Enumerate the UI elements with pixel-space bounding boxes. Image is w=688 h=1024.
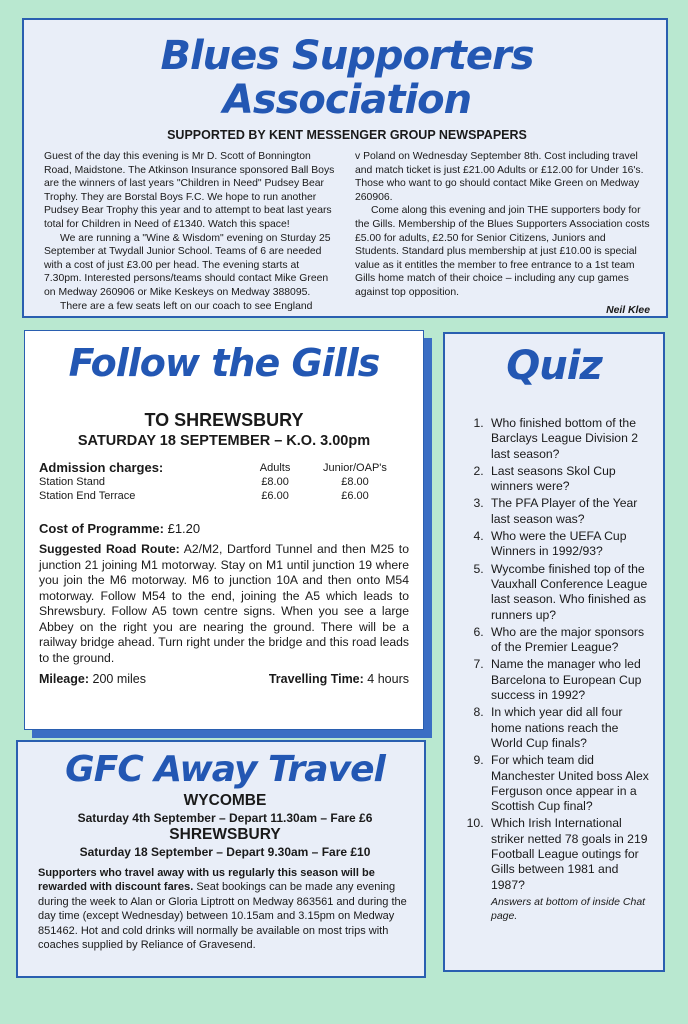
blues-title: Blues Supporters Association (160, 33, 534, 123)
programme-value: £1.20 (167, 521, 201, 536)
list-item: 5. Wycombe finished top of the Vauxhall Conference League last season. Who finished as runners up? (487, 562, 651, 623)
away-body (38, 866, 412, 952)
table-row (39, 475, 409, 489)
blues-supporters-panel (22, 18, 668, 318)
admission-col-junior: Junior/OAP's (323, 462, 387, 474)
away-body-text: Seat bookings can be made any evening during the week to Alan or Gloria Liptrott on Medway 863561 and during the day time (except Wednesday) between 10.15am and 3.15pm on Medway 851462. Hot and cold drinks will normally be available on most trips with coaches supplied by Reliance of Gravesend. (38, 881, 407, 952)
list-item: 4. Who were the UEFA Cup Winners in 1992/93? (487, 529, 651, 560)
blues-columns (44, 150, 650, 317)
list-item: 8. In which year did all four home nations reach the World Cup finals? (487, 705, 651, 751)
gills-footer (39, 672, 409, 686)
blues-column-right (355, 150, 650, 317)
blues-paragraph: We are running a "Wine & Wisdom" evening on Sturday 25 September at Twydall Junior School. Teams of 6 are needed with a cost of just £3.00 per head. The evening starts at 7.30pm. Interested persons/teams should contact Mike Green on Medway 260906 or Mike Keskeys on Medway 388095. (44, 232, 331, 298)
blues-subtitle: SUPPORTED BY KENT MESSENGER GROUP NEWSPAPERS (167, 128, 527, 142)
mileage-value: 200 miles (92, 672, 146, 686)
quiz-answers-note: Answers at bottom of inside Chat page. (491, 895, 646, 922)
admission-row-name: Station Stand (39, 476, 106, 488)
quiz-panel (443, 332, 665, 972)
road-route (39, 542, 409, 666)
follow-gills-panel (24, 330, 424, 730)
admission-header-row (39, 461, 409, 475)
list-item: 7. Name the manager who led Barcelona to European Cup success in 1992? (487, 657, 651, 703)
admission-col-adults: Adults (259, 462, 291, 474)
admission-row-adults: £6.00 (261, 490, 289, 502)
admission-table (39, 461, 409, 503)
time-value: 4 hours (367, 672, 409, 686)
admission-row-adults: £8.00 (261, 476, 289, 488)
list-item: 6. Who are the major sponsors of the Premier League? (487, 625, 651, 656)
blues-column-left (44, 150, 339, 317)
admission-label: Admission charges: (39, 460, 164, 475)
list-item: 1. Who finished bottom of the Barclays League Division 2 last season? (487, 416, 651, 462)
mileage-label: Mileage: (39, 672, 90, 686)
blues-signature: Neil Klee (606, 304, 650, 316)
mileage (39, 672, 146, 686)
blues-paragraph: v Poland on Wednesday September 8th. Cost including travel and match ticket is just £21.00 Adults or £12.00 for Under 16's. Those who want to go should contact Mike Green on Medway 260906. (355, 151, 644, 203)
admission-row-junior: £8.00 (341, 476, 369, 488)
quiz-title: Quiz (506, 343, 602, 389)
admission-row-junior: £6.00 (341, 490, 369, 502)
list-item: 9. For which team did Manchester United boss Alex Ferguson once appear in a Scottish Cup final? (487, 753, 651, 814)
blues-paragraph: Come along this evening and join THE supporters body for the Gills. Membership of the Blues Supporters Association costs £5.00 for adults, £2.50 for Senior Citizens, Juniors and Students. Standard plus membership at just £10.00 is special value as it entitles the member to free entrance to a 1st team Gills home match of their choice – including any cup games against top opposition. (355, 205, 650, 298)
travelling-time (269, 672, 409, 686)
blues-paragraph: There are a few seats left on our coach to see England (60, 300, 313, 312)
programme-cost (39, 521, 409, 536)
gills-destination: TO SHREWSBURY (144, 410, 304, 430)
time-label: Travelling Time: (268, 672, 364, 686)
admission-row-name: Station End Terrace (39, 490, 136, 502)
list-item: 3. The PFA Player of the Year last season was? (487, 496, 651, 527)
away-body-bold: Supporters who travel away with us regularly this season will be rewarded with discount fares. (38, 867, 375, 894)
blues-paragraph: Guest of the day this evening is Mr D. Scott of Bonnington Road, Maidstone. The Atkinson Insurance sponsored Ball Boys are the winners of last years "Children in Need" Pudsey Bear Trophy. They are Borstal Boys F.C. We hope to run another Pudsey Bear Trophy this year and to attempt to beat last years total for Children in Need of £1340. Watch this space! (44, 151, 335, 230)
trip-place: WYCOMBE (183, 792, 267, 809)
list-item: 2. Last seasons Skol Cup winners were? (487, 464, 651, 495)
table-row (39, 489, 409, 503)
programme-label: Cost of Programme: (39, 521, 164, 536)
trip-details: Saturday 18 September – Depart 9.30am – Fare £10 (79, 845, 371, 859)
gills-title: Follow the Gills (68, 341, 380, 385)
away-title: GFC Away Travel (65, 749, 385, 790)
route-text: A2/M2, Dartford Tunnel and then M25 to junction 21 joining M1 motorway. Stay on M1 until junction 19 where you join the M6 motorway. M6 to junction 10A and then onto M54 motorway. Follow M54 to the end, joining the A5 which leads to Shrewsbury. Follow A5 town centre signs. When you see a large Abbey on the right you are nearing the ground. There will be a railway bridge ahead. Turn right under the bridge and this road leads to the ground. (39, 542, 409, 665)
away-travel-panel (16, 740, 426, 978)
quiz-questions (457, 416, 651, 893)
trip-details: Saturday 4th September – Depart 11.30am – Fare £6 (77, 811, 373, 825)
gills-match-date: SATURDAY 18 SEPTEMBER – K.O. 3.00pm (77, 433, 371, 449)
trip-place: SHREWSBURY (169, 826, 281, 843)
list-item: 10. Which Irish International striker netted 78 goals in 219 Football League outings for Gills between 1981 and 1987? (487, 816, 651, 892)
route-label: Suggested Road Route: (39, 542, 180, 556)
